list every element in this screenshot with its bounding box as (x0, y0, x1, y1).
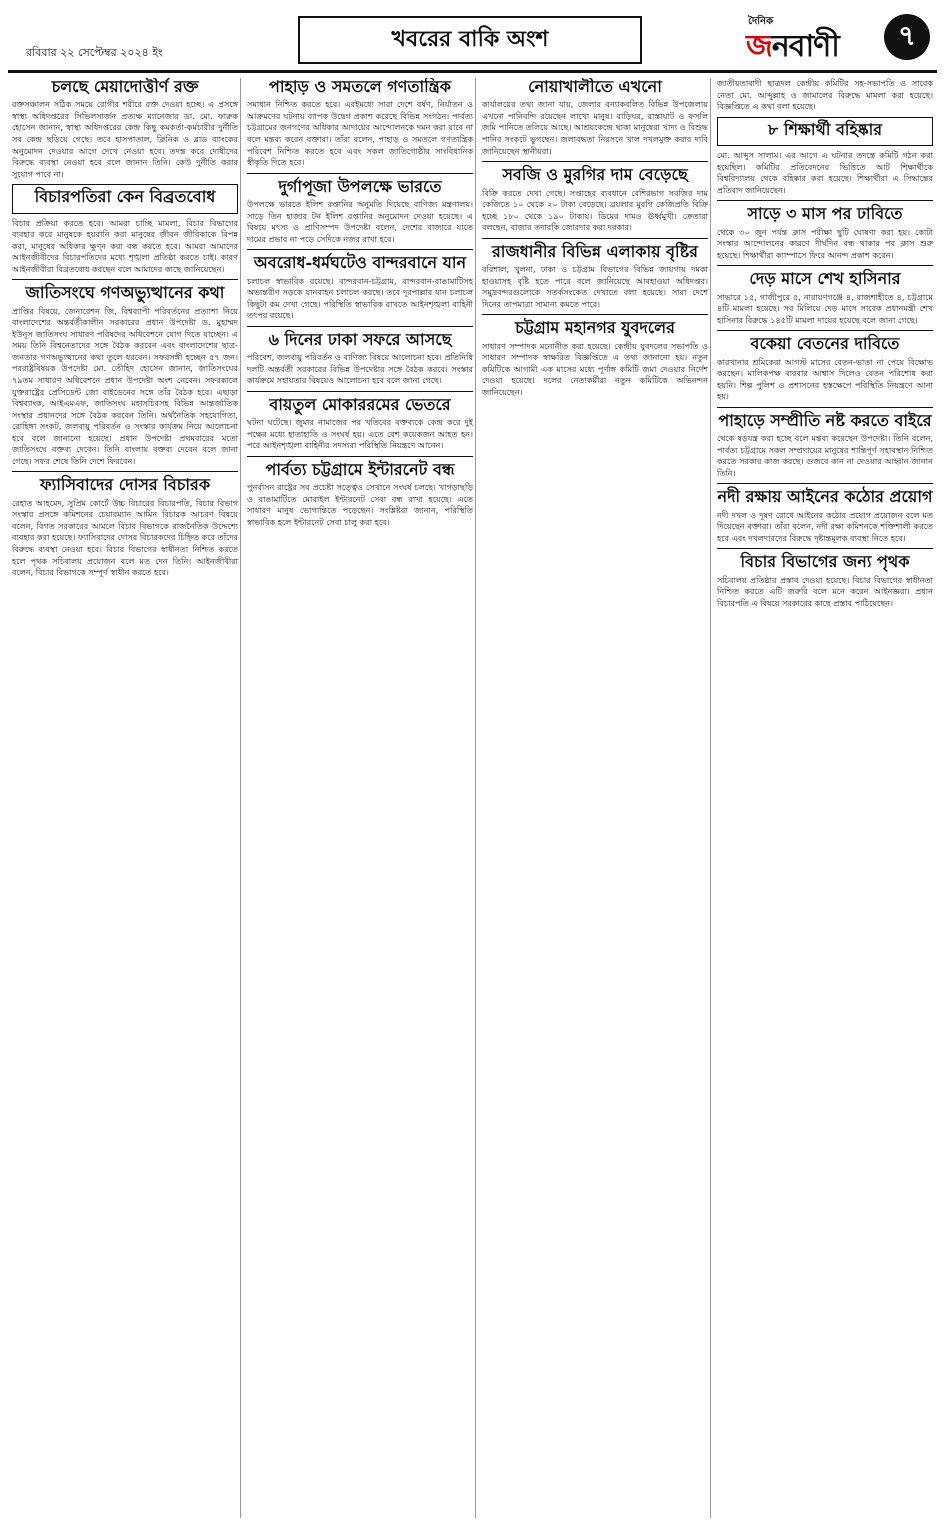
headline: পার্বত্য চট্টগ্রামে ইন্টারনেট বন্ধ (265, 459, 455, 479)
column-1 (12, 78, 238, 1518)
article-body: বিচার প্রক্রিয়া করতে হবে। আমরা চাচ্ছি মামলা, বিচার বিভাগের ব্যবহার করে মানুষকে হয়রানি করা মানুষের জীবন জীবিকাকে বিপন্ন করা, মানুষের অধিকার ক্ষুণ্ন করা বন্ধ করতে হবে। আমরা আমাদের আইনজীবীদের বিচারপতিদের মধ্যে শৃঙ্খলা প্রতিষ্ঠা করতে চাই। কারণ আইনজীবীরা বিব্রতবোধ করছেন বলে আমাদের কাছে জানিয়েছেন। (12, 217, 238, 274)
headline: সাড়ে ৩ মাস পর ঢাবিতে (747, 204, 903, 224)
page-number: ৭ (884, 14, 930, 60)
article-body: বরিশাল, খুলনা, ঢাকা ও চট্টগ্রাম বিভাগের বিভিন্ন জায়গায় দমকা হাওয়াসহ বৃষ্টি হতে পারে বলে জানিয়েছে আবহাওয়া অধিদপ্তর। সমুদ্রবন্দরগুলোকে সতর্কসংকেত দেখাতে বলা হয়েছে। সারা দেশে দিনের তাপমাত্রা সামান্য কমতে পারে। (482, 264, 708, 309)
article-body: বিক্রি করতে দেখা গেছে। সপ্তাহের ব্যবধানে বেশিরভাগ সবজির দাম কেজিতে ১০ থেকে ২০ টাকা বেড়েছে। ব্রয়লার মুরগি কেজিপ্রতি বিক্রি হচ্ছে ১৮০ থেকে ১৯০ টাকায়। ডিমের দামও ঊর্ধ্বমুখী। ক্রেতারা বলছেন, বাজার তদারকি জোরদার করা দরকার। (482, 187, 708, 233)
article-separator (717, 407, 933, 408)
article-body: মো. আব্দুস সালাম। এর আগে এ ঘটনার তদন্তে কমিটি গঠন করা হয়েছিল। কমিটির প্রতিবেদনের ভিত্তিতে আট শিক্ষার্থীকে বিশ্ববিদ্যালয় থেকে বহিষ্কার করা হয়েছে। শিক্ষার্থীরা এ সিদ্ধান্তের প্রতিবাদ জানিয়েছেন। (717, 150, 933, 195)
article-separator (247, 391, 473, 392)
headline: পাহাড়ে সম্প্রীতি নষ্ট করতে বাইরে (718, 410, 932, 430)
article-body: রক্তসঞ্চালন সঠিক সময়ে রোগীর শরীরে রক্ত দেওয়া হচ্ছে। এ প্রসঙ্গে স্বাস্থ্য অধিদপ্তরের সিভিলসার্জন প্রত্যক্ষ ম্যানেজার ডা. মো. ফারুক হোসেন জানান, স্বাস্থ্য অধিদপ্তরের কেন্দ্র কিছু কমকর্তা-কর্মচারীর দুর্নীতি সব কেন্দ্র ছড়িয়ে গেছে। তবে হাসপাতাল, ক্লিনিক ও ব্লাড ব্যাংকের অনুমোদন দেওয়ার আগে দেখে নেওয়া হবে। তদন্ত করে দোষীদের বিরুদ্ধে ব্যবস্থা নেওয়া হবে বলে জানান তিনি। কেউ দুর্নীতি করার সুযোগ পাবে না। (12, 99, 238, 179)
article-body: চলাচল স্বাভাবিক রয়েছে। বান্দরবান-চট্টগ্রাম, বান্দরবান-রাঙামাটিসহ অভ্যন্তরীণ সড়কে যানবাহন চলাচল করছে। তবে দূরপাল্লার যান চলাচল কিছুটা কম দেখা গেছে। পরিস্থিতি স্বাভাবিক রাখতে আইনশৃঙ্খলা বাহিনী তৎপর রয়েছে। (247, 275, 473, 321)
article-separator (717, 330, 933, 331)
article-separator (717, 548, 933, 549)
article-body: সাভারে ১৫, গাজীপুরে ৫, নারায়ণগঞ্জে ৪, রাজশাহীতে ৪, চট্টগ্রামে ৪টি মামলা হয়েছে। সব মিলিয়ে দেড় মাসে সাবেক প্রধানমন্ত্রী শেখ হাসিনার বিরুদ্ধে ১৪৫টি মামলা দায়ের হয়েছে বলে জানা গেছে। (717, 291, 933, 325)
article-body: কার্যালয়ের তথ্য জানা যায়, জেলার বন্যাকবলিত বিভিন্ন উপজেলায় এখনো পানিবন্দি রয়েছেন লাখো মানুষ। বাড়িঘর, রাস্তাঘাট ও ফসলি জমি পানিতে তলিয়ে আছে। আশ্রয়কেন্দ্রে থাকা মানুষেরা খাদ্য ও বিশুদ্ধ পানির সংকটে ভুগছেন। জলাবদ্ধতা নিরসনে খাল দখলমুক্ত করার দাবি জানিয়েছেন স্থানীয়রা। (482, 99, 708, 156)
headline: সবজি ও মুরগির দাম বেড়েছে (502, 165, 688, 185)
column-2 (247, 78, 473, 1518)
headline: রাজধানীর বিভিন্ন এলাকায় বৃষ্টির (492, 241, 698, 261)
article-separator (247, 249, 473, 250)
article-body: রেহাত আহমেদ, সুপ্রিম কোর্টে উচ্চ বিচারের বিচারপতি, বিচার বিভাগ সংস্কার প্রসঙ্গে কমিশনের চেয়ারম্যান আমিন বিচারক আচরণ বিষয়ে বলেন, বিগত সরকারের আমলে বিচার বিভাগকে রাজনৈতিক উদ্দেশ্যে ব্যবহার করা হয়েছে। ফ্যাসিবাদের দোসর বিচারকদের চিহ্নিত করে তাঁদের বিরুদ্ধে ব্যবস্থা নেওয়া হবে। বিচার বিভাগের স্বাধীনতা নিশ্চিত করতে হলে পৃথক সচিবালয় প্রয়োজন বলে মত দেন তিনি। আইনজীবীরা বলেন, বিচার বিভাগকে সম্পূর্ণ স্বাধীন করতে হবে। (12, 497, 238, 578)
article-body: পরিবেশ, জলবায়ু পরিবর্তন ও বাণিজ্য বিষয়ে আলোচনা হবে। প্রতিনিধি দলটি অন্তর্বর্তী সরকারের বিভিন্ন উপদেষ্টার সঙ্গে বৈঠক করবে। সংস্কার কার্যক্রমে সহায়তার বিষয়েও আলোচনা হবে বলে জানা গেছে। (247, 352, 473, 386)
column-divider (240, 78, 241, 1518)
headline: ৮ শিক্ষার্থী বহিষ্কার (767, 119, 883, 139)
article-body: সচিবালয় প্রতিষ্ঠার প্রস্তাব দেওয়া হয়েছে। বিচার বিভাগের স্বাধীনতা নিশ্চিত করতে এটি জরুরি বলে মনে করেন আইনজ্ঞরা। প্রধান বিচারপতি এ বিষয়ে সরকারের কাছে প্রস্তাব পাঠিয়েছেন। (717, 574, 933, 608)
article-body: প্রাপ্তির বিষয়ে, জেনারেশন জি, বিশ্বব্যাপী পরিবর্তনের প্রত্যাশা নিয়ে বাংলাদেশের অন্তর্বর্তীকালীন সরকারের প্রধান উপদেষ্টা ড. মুহাম্মদ ইউনূস জাতিসংঘ সাধারণ পরিষদের অধিবেশনে যোগ দিতে যাচ্ছেন। এ সময় তিনি বিশ্বনেতাদের সঙ্গে বৈঠক করবেন এবং বাংলাদেশের ছাত্র-জনতার গণঅভ্যুত্থানের কথা তুলে ধরবেন। সফরসঙ্গী হচ্ছেন ৫৭ জন। পররাষ্ট্রবিষয়ক উপদেষ্টা মো. তৌহিদ হোসেন জানান, জাতিসংঘের ৭৯তম সাধারণ অধিবেশনে প্রধান উপদেষ্টা অংশ নেবেন। সফরকালে যুক্তরাষ্ট্রের প্রেসিডেন্ট জো বাইডেনের সঙ্গে তাঁর বৈঠক হবে। এছাড়া বিশ্বব্যাংক, আইএমএফ, জাতিসংঘ মহাসচিবসহ বিভিন্ন আন্তর্জাতিক সংস্থার প্রধানদের সঙ্গে বৈঠক করবেন তিনি। অর্থনৈতিক সহযোগিতা, রোহিঙ্গা সংকট, জলবায়ু পরিবর্তন ও সংস্কার কার্যক্রম নিয়ে আলোচনা হবে বলে জানানো হয়েছে। প্রধান উপদেষ্টা প্রথমবারের মতো জাতিসংঘে বক্তব্য দেবেন। তিনি বাংলায় বক্তব্য দেবেন বলে জানা গেছে। সফর শেষে তিনি দেশে ফিরবেন। (12, 305, 238, 466)
article-body: কারখানার শ্রমিকেরা আগস্ট মাসের বেতন-ভাতা না পেয়ে বিক্ষোভ করছেন। মালিকপক্ষ বারবার আশ্বাস দিলেও বেতন পরিশোধ করা হয়নি। শিল্প পুলিশ ও প্রশাসনের হস্তক্ষেপে পরিস্থিতি নিয়ন্ত্রণে আনা হয়। (717, 356, 933, 402)
headline: জাতিসংঘে গণঅভ্যুত্থানের কথা (25, 283, 225, 303)
article-body: থেকে ৩০ জুন পর্যন্ত ক্লাস পরীক্ষা ছুটি ঘোষণা করা হয়। কোটা সংস্কার আন্দোলনের কারণে দীর্ঘদিন বন্ধ থাকার পর ক্লাস শুরু হয়েছে। শিক্ষার্থীরা ক্যাম্পাসে ফিরে আনন্দ প্রকাশ করেন। (717, 226, 933, 260)
headline: বিচারপতিরা কেন বিব্রতবোধ (34, 187, 216, 207)
article-body: নদী দখল ও দূষণ রোধে আইনের কঠোর প্রয়োগ প্রয়োজন বলে মত দিয়েছেন বক্তারা। তাঁরা বলেন, নদী রক্ষা কমিশনকে শক্তিশালী করতে হবে এবং দখলদারদের বিরুদ্ধে দৃষ্টান্তমূলক ব্যবস্থা নিতে হবে। (717, 509, 933, 543)
headline: পাহাড় ও সমতলে গণতান্ত্রিক (269, 78, 451, 96)
article-separator (482, 238, 708, 239)
column-divider (475, 78, 476, 1518)
article-separator (717, 265, 933, 266)
article-separator (482, 314, 708, 315)
masthead (8, 8, 937, 73)
article-separator (482, 161, 708, 162)
article-separator (717, 483, 933, 484)
headline: ৬ দিনের ঢাকা সফরে আসছে (268, 329, 452, 349)
headline: বকেয়া বেতনের দাবিতে (750, 334, 900, 354)
article-separator (247, 456, 473, 457)
headline: নোয়াখালীতে এখনো (528, 78, 662, 96)
column-4 (717, 78, 933, 1518)
headline: চট্টগ্রাম মহানগর যুবদলের (515, 318, 675, 338)
headline: নদী রক্ষায় আইনের কঠোর প্রয়োগ (717, 487, 933, 507)
column-3 (482, 78, 708, 1518)
brand-tagline: দৈনিক (748, 16, 774, 27)
headline: ফ্যাসিবাদের দোসর বিচারক (39, 475, 211, 495)
issue-date: রবিবার ২২ সেপ্টেম্বর ২০২৪ ইং (26, 46, 163, 59)
brand-initial: জ (746, 29, 772, 64)
headline-box (12, 184, 238, 213)
headline: দেড় মাসে শেখ হাসিনার (749, 269, 901, 289)
article-body: পুনর্বাসন রাষ্ট্রের সব প্রচেষ্টা সত্ত্বেও সেখানে সংঘর্ষ চলছে। খাগড়াছড়ি ও রাঙামাটিতে মোবাইল ইন্টারনেট সেবা বন্ধ রাখা হয়েছে। এতে সাধারণ মানুষ ভোগান্তিতে পড়েছেন। সংশ্লিষ্টরা জানান, পরিস্থিতি স্বাভাবিক হলে ইন্টারনেট সেবা চালু করা হবে। (247, 482, 473, 527)
headline-box (717, 117, 933, 146)
headline: দুর্গাপূজা উপলক্ষে ভারতে (278, 176, 442, 196)
newspaper-logo (738, 8, 938, 66)
brand-rest: নবাণী (771, 29, 839, 64)
headline: বায়তুল মোকাররমের ভেতরে (269, 394, 451, 414)
article-separator (717, 200, 933, 201)
article-separator (12, 279, 238, 280)
article-body: জাতীয়তাবাদী ছাত্রদল কেন্দ্রীয় কমিটির সহ-সভাপতি ও সাবেক নেতা মো. আব্দুল্লাহ ও জামালের বিরুদ্ধে মামলা করা হয়েছে। বিজ্ঞপ্তিতে এ কথা বলা হয়েছে। (717, 78, 933, 112)
headline: চলছে মেয়াদোত্তীর্ণ রক্ত (51, 78, 199, 96)
article-body: থেকে ষড়যন্ত্র করা হচ্ছে বলে মন্তব্য করেছেন উপদেষ্টা। তিনি বলেন, পার্বত্য চট্টগ্রামে সকল সম্প্রদায়ের মানুষের শান্তিপূর্ণ সহাবস্থান নিশ্চিত করতে সরকার কাজ করছে। গুজবে কান না দেওয়ার আহ্বান জানান তিনি। (717, 433, 933, 478)
section-title: খবরের বাকি অংশ (298, 16, 642, 64)
article-body: ঘটনা ঘটেছে। জুমার নামাজের পর খতিবের বক্তব্যকে কেন্দ্র করে দুই পক্ষের মধ্যে হাতাহাতি ও সংঘর্ষ হয়। এতে বেশ কয়েকজন আহত হন। পরে আইনশৃঙ্খলা বাহিনীর সদস্যরা পরিস্থিতি নিয়ন্ত্রণে আনেন। (247, 417, 473, 451)
article-separator (247, 173, 473, 174)
article-separator (247, 326, 473, 327)
article-separator (12, 471, 238, 472)
headline: বিচার বিভাগের জন্য পৃথক (740, 552, 910, 572)
article-body: সমাধান নিশ্চিত করতে হবে। এরইমধ্যে সারা দেশে বর্ষণ, নির্যাতন ও আক্রমণের ঘটনায় ব্যাপক উদ্বেগ প্রকাশ করেছে বিভিন্ন সংগঠন। পার্বত্য চট্টগ্রামের জনগণের অধিকার আদায়ের আন্দোলনকে দমন করা যাবে না বলে মন্তব্য করেন বক্তারা। তাঁরা বলেন, পাহাড় ও সমতলে গণতান্ত্রিক পরিবেশ নিশ্চিত করতে হবে এবং সকল জাতিগোষ্ঠীর সাংবিধানিক স্বীকৃতি দিতে হবে। (247, 99, 473, 168)
column-divider (710, 78, 711, 1518)
headline: অবরোধ-ধর্মঘটেও বান্দরবানে যান (253, 253, 467, 273)
brand-name (746, 22, 839, 73)
article-body: সাধারণ সম্পাদক মনোনীত করা হয়েছে। কেন্দ্রীয় যুবদলের সভাপতি ও সাধারণ সম্পাদক স্বাক্ষরিত বিজ্ঞপ্তিতে এ তথ্য জানানো হয়। নতুন কমিটিকে আগামী এক মাসের মধ্যে পূর্ণাঙ্গ কমিটি জমা দেওয়ার নির্দেশ দেওয়া হয়েছে। দলের নেতাকর্মীরা নতুন কমিটিকে অভিনন্দন জানিয়েছেন। (482, 340, 708, 397)
article-body: উপলক্ষে ভারতে ইলিশ রপ্তানির অনুমতি দিয়েছে বাণিজ্য মন্ত্রণালয়। সাড়ে তিন হাজার টন ইলিশ রপ্তানির অনুমোদন দেওয়া হয়েছে। এ বিষয়ে মৎস্য ও প্রাণিসম্পদ উপদেষ্টা বলেন, দেশের বাজারে যাতে দামের প্রভাব না পড়ে সেদিকে নজর রাখা হবে। (247, 199, 473, 244)
